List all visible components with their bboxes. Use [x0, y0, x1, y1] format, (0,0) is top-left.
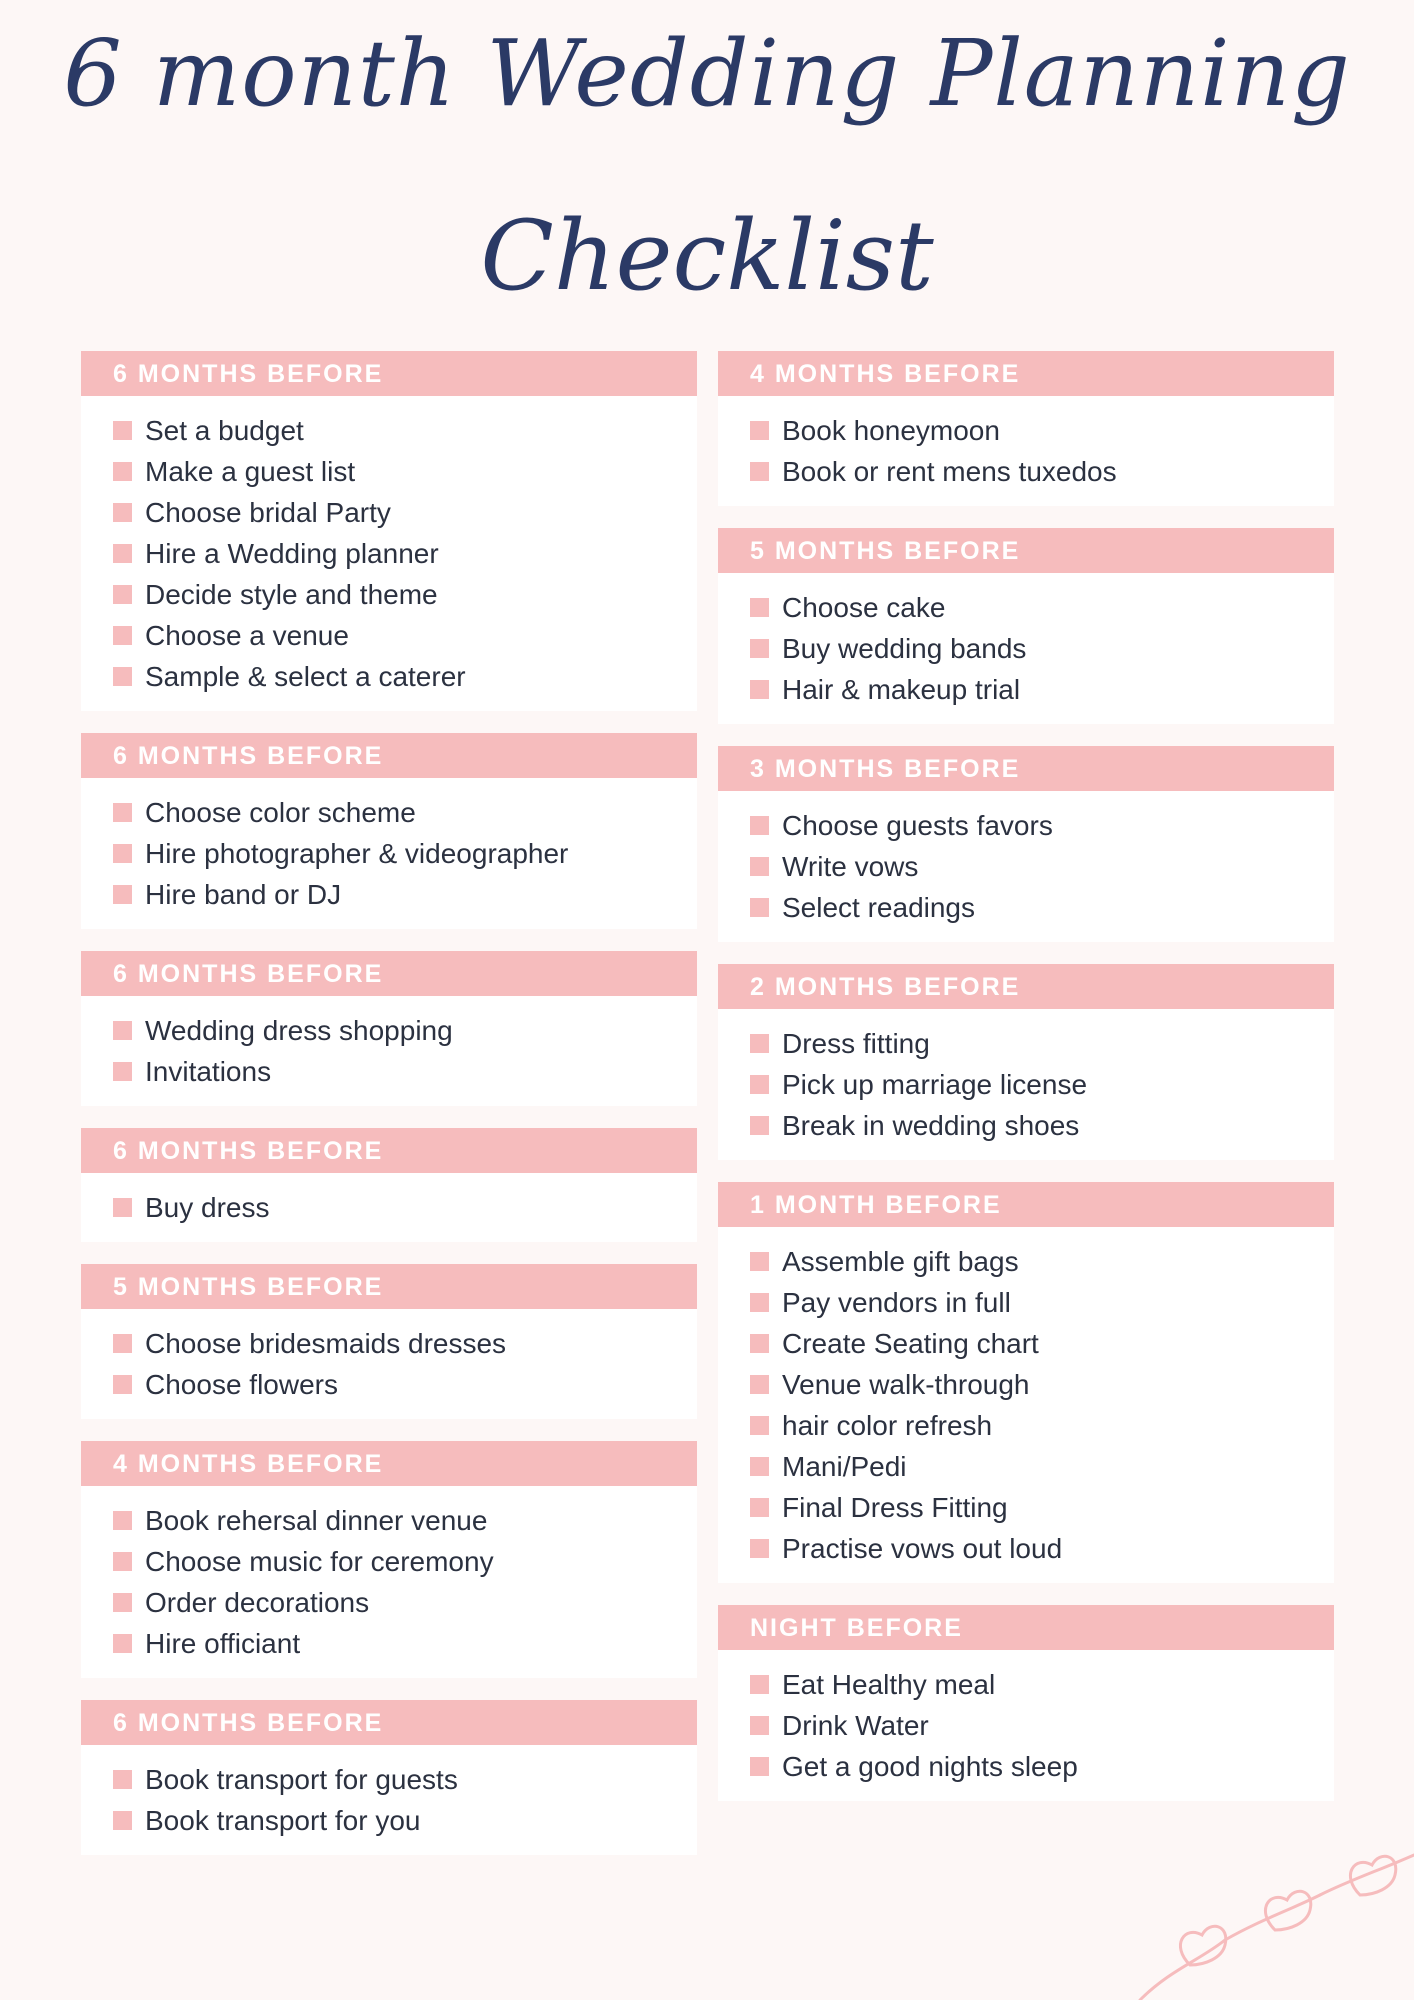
- checklist-item-label: Pick up marriage license: [782, 1068, 1088, 1100]
- checklist-item[interactable]: [113, 615, 697, 656]
- checklist-item-label: Choose guests favors: [782, 809, 1053, 841]
- checkbox-icon[interactable]: [750, 1675, 769, 1694]
- section-heading: 6 MONTHS BEFORE: [81, 1700, 697, 1745]
- checkbox-icon[interactable]: [750, 1334, 769, 1353]
- section-items: [81, 396, 697, 711]
- checkbox-icon[interactable]: [750, 1252, 769, 1271]
- checklist-item-label: Choose flowers: [145, 1368, 338, 1400]
- checklist-item[interactable]: [113, 792, 697, 833]
- checklist-section: [81, 1264, 697, 1419]
- checklist-item[interactable]: [750, 1282, 1334, 1323]
- checkbox-icon[interactable]: [750, 1757, 769, 1776]
- checklist-item[interactable]: [750, 1364, 1334, 1405]
- checklist-item[interactable]: [750, 1446, 1334, 1487]
- right-column: [718, 351, 1334, 1823]
- section-items: [718, 573, 1334, 724]
- checklist-item-label: Eat Healthy meal: [782, 1668, 996, 1700]
- checklist-item-label: Venue walk-through: [782, 1368, 1030, 1400]
- checklist-item-label: Select readings: [782, 891, 976, 923]
- checkbox-icon[interactable]: [750, 1075, 769, 1094]
- section-items: [81, 1486, 697, 1678]
- section-heading: 4 MONTHS BEFORE: [81, 1441, 697, 1486]
- section-heading: 4 MONTHS BEFORE: [718, 351, 1334, 396]
- checklist-item-label: Drink Water: [782, 1709, 929, 1741]
- section-items: [718, 791, 1334, 942]
- checklist-item-label: Book or rent mens tuxedos: [782, 455, 1117, 487]
- checklist-item-label: Mani/Pedi: [782, 1450, 907, 1482]
- checklist-item[interactable]: [750, 1241, 1334, 1282]
- section-heading: 6 MONTHS BEFORE: [81, 351, 697, 396]
- checklist-item[interactable]: [750, 1105, 1334, 1146]
- checklist-item-label: Make a guest list: [145, 455, 356, 487]
- checklist-item[interactable]: [113, 1323, 697, 1364]
- checkbox-icon[interactable]: [113, 667, 132, 686]
- checkbox-icon[interactable]: [113, 1021, 132, 1040]
- checklist-section: [718, 1605, 1334, 1801]
- checklist-item[interactable]: [750, 846, 1334, 887]
- checklist-item[interactable]: [113, 451, 697, 492]
- checkbox-icon[interactable]: [113, 503, 132, 522]
- checklist-section: [81, 351, 697, 711]
- checklist-item-label: Set a budget: [145, 414, 304, 446]
- checklist-item[interactable]: [750, 1023, 1334, 1064]
- checkbox-icon[interactable]: [113, 1552, 132, 1571]
- checklist-item[interactable]: [750, 451, 1334, 492]
- checklist-item-label: Invitations: [145, 1055, 272, 1087]
- checkbox-icon[interactable]: [750, 857, 769, 876]
- checklist-item-label: Break in wedding shoes: [782, 1109, 1080, 1141]
- section-heading: 5 MONTHS BEFORE: [81, 1264, 697, 1309]
- checkbox-icon[interactable]: [750, 680, 769, 699]
- checkbox-icon[interactable]: [113, 844, 132, 863]
- checklist-item-label: Buy dress: [145, 1191, 270, 1223]
- checklist-item-label: Choose cake: [782, 591, 946, 623]
- checklist-item[interactable]: [113, 1500, 697, 1541]
- checklist-item-label: Book transport for guests: [145, 1763, 458, 1795]
- checklist-item-label: Hire officiant: [145, 1627, 301, 1659]
- checklist-item-label: Book transport for you: [145, 1804, 421, 1836]
- checkbox-icon[interactable]: [113, 585, 132, 604]
- checklist-section: [81, 733, 697, 929]
- checkbox-icon[interactable]: [113, 421, 132, 440]
- section-items: [718, 1227, 1334, 1583]
- checkbox-icon[interactable]: [113, 1770, 132, 1789]
- left-column: [81, 351, 697, 1877]
- checklist-item[interactable]: [750, 1664, 1334, 1705]
- checklist-item[interactable]: [750, 628, 1334, 669]
- checkbox-icon[interactable]: [750, 1539, 769, 1558]
- checklist-item-label: Hire a Wedding planner: [145, 537, 439, 569]
- checkbox-icon[interactable]: [750, 1498, 769, 1517]
- checklist-item-label: Choose music for ceremony: [145, 1545, 494, 1577]
- checklist-item-label: Hire photographer & videographer: [145, 837, 569, 869]
- section-heading: NIGHT BEFORE: [718, 1605, 1334, 1650]
- checklist-section: [81, 1128, 697, 1242]
- page-subtitle: Checklist: [480, 200, 934, 312]
- checklist-section: [81, 951, 697, 1106]
- checklist-item-label: Choose bridal Party: [145, 496, 391, 528]
- checkbox-icon[interactable]: [750, 639, 769, 658]
- checklist-item-label: Write vows: [782, 850, 919, 882]
- page-title: 6 month Wedding Planning: [63, 20, 1351, 127]
- checklist-item-label: Pay vendors in full: [782, 1286, 1011, 1318]
- checkbox-icon[interactable]: [750, 1716, 769, 1735]
- checklist-item[interactable]: [750, 1064, 1334, 1105]
- section-heading: 2 MONTHS BEFORE: [718, 964, 1334, 1009]
- checklist-section: [718, 964, 1334, 1160]
- checklist-item[interactable]: [113, 1582, 697, 1623]
- checklist-item[interactable]: [113, 833, 697, 874]
- section-items: [718, 396, 1334, 506]
- checklist-item[interactable]: [113, 874, 697, 915]
- hearts-decoration-icon: [1130, 1850, 1414, 2000]
- checklist-item-label: Assemble gift bags: [782, 1245, 1019, 1277]
- checkbox-icon[interactable]: [750, 421, 769, 440]
- checklist-item[interactable]: [750, 1746, 1334, 1787]
- section-heading: 1 MONTH BEFORE: [718, 1182, 1334, 1227]
- checkbox-icon[interactable]: [750, 1375, 769, 1394]
- checklist-item[interactable]: [750, 1528, 1334, 1569]
- checklist-item-label: Practise vows out loud: [782, 1532, 1063, 1564]
- checklist-item[interactable]: [113, 1759, 697, 1800]
- checklist-item[interactable]: [113, 1623, 697, 1664]
- checklist-item-label: Get a good nights sleep: [782, 1750, 1078, 1782]
- checklist-item[interactable]: [750, 805, 1334, 846]
- checkbox-icon[interactable]: [113, 885, 132, 904]
- section-items: [81, 778, 697, 929]
- checklist-item-label: Wedding dress shopping: [145, 1014, 453, 1046]
- checkbox-icon[interactable]: [750, 1293, 769, 1312]
- section-items: [81, 996, 697, 1106]
- checklist-item-label: Buy wedding bands: [782, 632, 1027, 664]
- checkbox-icon[interactable]: [113, 1375, 132, 1394]
- checklist-item[interactable]: [113, 1364, 697, 1405]
- checklist-item-label: Sample & select a caterer: [145, 660, 466, 692]
- checkbox-icon[interactable]: [750, 598, 769, 617]
- checklist-item-label: Hire band or DJ: [145, 878, 342, 910]
- checkbox-icon[interactable]: [113, 1334, 132, 1353]
- checklist-item[interactable]: [113, 574, 697, 615]
- checkbox-icon[interactable]: [113, 626, 132, 645]
- checklist-section: [718, 1182, 1334, 1583]
- section-heading: 5 MONTHS BEFORE: [718, 528, 1334, 573]
- checkbox-icon[interactable]: [113, 1593, 132, 1612]
- checkbox-icon[interactable]: [113, 1198, 132, 1217]
- checkbox-icon[interactable]: [113, 1811, 132, 1830]
- section-heading: 6 MONTHS BEFORE: [81, 1128, 697, 1173]
- checkbox-icon[interactable]: [750, 1034, 769, 1053]
- checklist-item[interactable]: [113, 1541, 697, 1582]
- section-heading: 6 MONTHS BEFORE: [81, 733, 697, 778]
- checklist-item[interactable]: [113, 1800, 697, 1841]
- section-items: [718, 1650, 1334, 1801]
- checklist-item[interactable]: [113, 656, 697, 697]
- section-heading: 3 MONTHS BEFORE: [718, 746, 1334, 791]
- checklist-item[interactable]: [113, 533, 697, 574]
- checklist-item[interactable]: [750, 887, 1334, 928]
- checklist-item[interactable]: [113, 1187, 697, 1228]
- checkbox-icon[interactable]: [750, 816, 769, 835]
- section-items: [81, 1745, 697, 1855]
- checkbox-icon[interactable]: [113, 1511, 132, 1530]
- section-items: [81, 1309, 697, 1419]
- section-heading: 6 MONTHS BEFORE: [81, 951, 697, 996]
- checklist-item-label: Final Dress Fitting: [782, 1491, 1008, 1523]
- checklist-section: [718, 528, 1334, 724]
- checklist-item[interactable]: [113, 1010, 697, 1051]
- checklist-item[interactable]: [750, 1487, 1334, 1528]
- checklist-section: [718, 351, 1334, 506]
- checklist-item-label: Create Seating chart: [782, 1327, 1039, 1359]
- checkbox-icon[interactable]: [113, 544, 132, 563]
- checklist-item[interactable]: [750, 587, 1334, 628]
- checklist-section: [81, 1700, 697, 1855]
- section-items: [81, 1173, 697, 1242]
- checklist-item[interactable]: [113, 1051, 697, 1092]
- checklist-item[interactable]: [113, 492, 697, 533]
- checklist-section: [81, 1441, 697, 1678]
- checklist-item-label: hair color refresh: [782, 1409, 993, 1441]
- checklist-item-label: Choose bridesmaids dresses: [145, 1327, 507, 1359]
- checklist-item-label: Dress fitting: [782, 1027, 930, 1059]
- checklist-item[interactable]: [750, 1323, 1334, 1364]
- checkbox-icon[interactable]: [113, 1062, 132, 1081]
- checkbox-icon[interactable]: [113, 803, 132, 822]
- checklist-item-label: Hair & makeup trial: [782, 673, 1021, 705]
- checklist-item[interactable]: [750, 1705, 1334, 1746]
- checklist-item[interactable]: [750, 410, 1334, 451]
- checkbox-icon[interactable]: [750, 1457, 769, 1476]
- checkbox-icon[interactable]: [750, 898, 769, 917]
- checklist-item-label: Choose a venue: [145, 619, 349, 651]
- checklist-item-label: Book rehersal dinner venue: [145, 1504, 488, 1536]
- checklist-item[interactable]: [750, 669, 1334, 710]
- checkbox-icon[interactable]: [750, 1416, 769, 1435]
- section-items: [718, 1009, 1334, 1160]
- checkbox-icon[interactable]: [750, 462, 769, 481]
- checkbox-icon[interactable]: [113, 462, 132, 481]
- checklist-item-label: Book honeymoon: [782, 414, 1000, 446]
- checklist-section: [718, 746, 1334, 942]
- checklist-item-label: Order decorations: [145, 1586, 370, 1618]
- checklist-item[interactable]: [113, 410, 697, 451]
- checkbox-icon[interactable]: [750, 1116, 769, 1135]
- checklist-item-label: Choose color scheme: [145, 796, 416, 828]
- checklist-item[interactable]: [750, 1405, 1334, 1446]
- checkbox-icon[interactable]: [113, 1634, 132, 1653]
- checklist-item-label: Decide style and theme: [145, 578, 438, 610]
